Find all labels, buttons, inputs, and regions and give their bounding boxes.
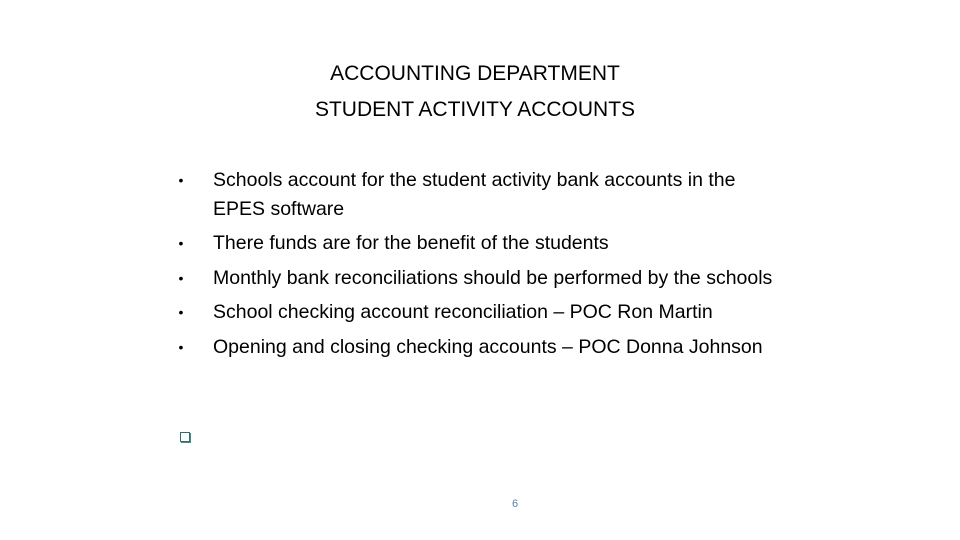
bullet-text: School checking account reconciliation – POC Ron Martin xyxy=(213,301,713,323)
checkbox-icon xyxy=(180,432,190,442)
page-number: 6 xyxy=(511,498,519,510)
bullet-item xyxy=(170,298,810,327)
bullet-dot-icon: • xyxy=(178,304,184,320)
bullet-text: There funds are for the benefit of the students xyxy=(213,232,609,254)
bullet-list xyxy=(170,166,810,367)
bullet-text: Schools account for the student activity bank accounts in the EPES software xyxy=(213,169,736,220)
bullet-dot-icon: • xyxy=(178,269,184,286)
bullet-item xyxy=(170,166,810,223)
title-line-2: STUDENT ACTIVITY ACCOUNTS xyxy=(314,98,636,121)
bullet-dot-icon: • xyxy=(178,172,184,188)
bullet-item xyxy=(170,264,810,293)
bullet-item xyxy=(170,333,810,362)
slide-title xyxy=(200,56,750,128)
title-line-1: ACCOUNTING DEPARTMENT xyxy=(330,62,620,85)
bullet-text: Monthly bank reconciliations should be performed by the schools xyxy=(213,266,773,289)
bullet-text: Opening and closing checking accounts – POC Donna Johnson xyxy=(213,335,763,358)
bullet-item xyxy=(170,229,810,258)
bullet-dot-icon: • xyxy=(178,235,184,251)
bullet-dot-icon: • xyxy=(178,338,184,355)
